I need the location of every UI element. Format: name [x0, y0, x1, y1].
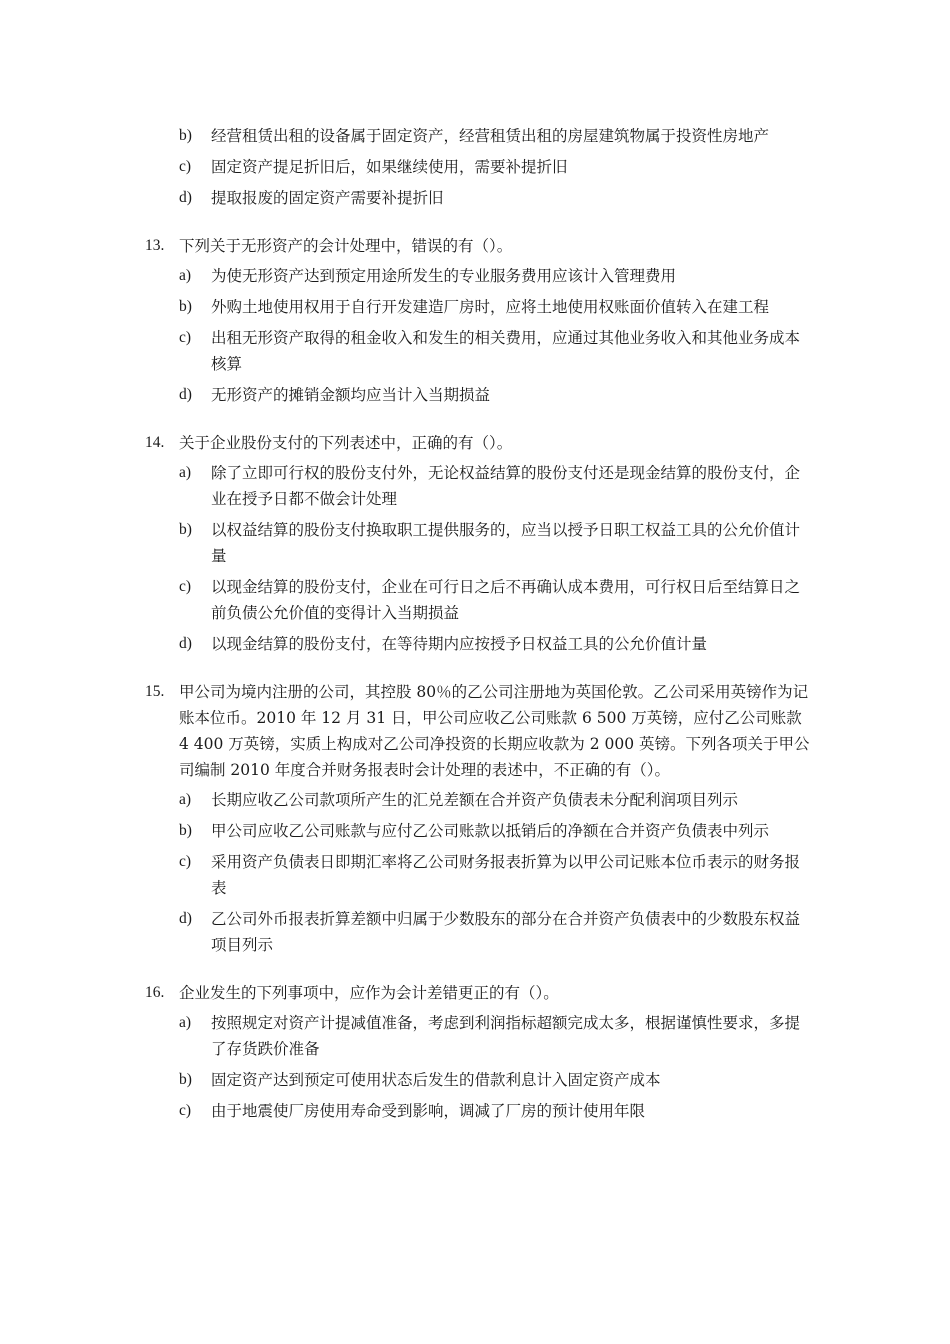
question-stem [145, 430, 815, 456]
option-item [179, 517, 815, 569]
option-item [179, 631, 815, 657]
option-item [179, 906, 815, 958]
option-text: 以权益结算的股份支付换取职工提供服务的，应当以授予日职工权益工具的公允价值计量 [211, 521, 801, 565]
option-label: c) [179, 329, 192, 346]
option-label: b) [179, 521, 192, 538]
option-list [179, 460, 815, 657]
question-stem [145, 233, 815, 259]
option-item [179, 154, 815, 180]
option-label: a) [179, 791, 192, 808]
option-item [179, 185, 815, 211]
option-label: b) [179, 822, 192, 839]
option-item [179, 1067, 815, 1093]
option-text: 无形资产的摊销金额均应当计入当期损益 [211, 386, 491, 404]
option-label: b) [179, 298, 192, 315]
option-list [179, 123, 815, 211]
option-label: c) [179, 853, 192, 870]
question-text: 关于企业股份支付的下列表述中，正确的有（）。 [179, 434, 513, 452]
option-item [179, 325, 815, 377]
option-text: 乙公司外币报表折算差额中归属于少数股东的部分在合并资产负债表中的少数股东权益项目列示 [211, 910, 801, 954]
option-item [179, 460, 815, 512]
option-item [179, 1010, 815, 1062]
option-text: 按照规定对资产计提减值准备，考虑到利润指标超额完成太多，根据谨慎性要求，多提了存货跌价准备 [211, 1014, 801, 1058]
question-12-continued [145, 123, 815, 211]
question-number: 16. [145, 984, 165, 1001]
option-text: 由于地震使厂房使用寿命受到影响，调减了厂房的预计使用年限 [211, 1102, 646, 1120]
option-text: 长期应收乙公司款项所产生的汇兑差额在合并资产负债表未分配利润项目列示 [211, 791, 739, 809]
option-text: 外购土地使用权用于自行开发建造厂房时，应将土地使用权账面价值转入在建工程 [211, 298, 770, 316]
option-item [179, 787, 815, 813]
option-text: 固定资产提足折旧后，如果继续使用，需要补提折旧 [211, 158, 568, 176]
question-text: 企业发生的下列事项中，应作为会计差错更正的有（）。 [179, 984, 559, 1002]
option-item [179, 574, 815, 626]
option-label: a) [179, 464, 192, 481]
option-text: 以现金结算的股份支付，在等待期内应按授予日权益工具的公允价值计量 [211, 635, 708, 653]
question-13 [145, 233, 815, 408]
question-stem [145, 980, 815, 1006]
option-label: d) [179, 910, 192, 927]
question-14 [145, 430, 815, 657]
option-label: b) [179, 1071, 192, 1088]
option-list [179, 1010, 815, 1124]
option-item [179, 294, 815, 320]
option-item [179, 123, 815, 149]
option-text: 为使无形资产达到预定用途所发生的专业服务费用应该计入管理费用 [211, 267, 677, 285]
option-label: c) [179, 1102, 192, 1119]
option-label: c) [179, 158, 192, 175]
question-stem [145, 679, 815, 783]
option-text: 提取报废的固定资产需要补提折旧 [211, 189, 444, 207]
option-label: d) [179, 386, 192, 403]
option-list [179, 787, 815, 958]
question-number: 14. [145, 434, 165, 451]
question-15 [145, 679, 815, 958]
option-list [179, 263, 815, 408]
option-label: a) [179, 1014, 192, 1031]
option-item [179, 818, 815, 844]
question-text: 甲公司为境内注册的公司，其控股 80％的乙公司注册地为英国伦敦。乙公司采用英镑作为记账本位币。2010 年 12 月 31 日，甲公司应收乙公司账款 6 500 万英镑，应付乙公司账款 4 400 万英镑，实质上构成对乙公司净投资的长期应收款为 2 000 英镑。下列各项关于甲公司编制 2010 年度合并财务报表时会计处理的表述中，不正确的有（）。 [179, 683, 810, 779]
question-number: 15. [145, 683, 165, 700]
question-text: 下列关于无形资产的会计处理中，错误的有（）。 [179, 237, 513, 255]
option-text: 固定资产达到预定可使用状态后发生的借款利息计入固定资产成本 [211, 1071, 661, 1089]
option-text: 出租无形资产取得的租金收入和发生的相关费用，应通过其他业务收入和其他业务成本核算 [211, 329, 801, 373]
option-item [179, 263, 815, 289]
option-text: 采用资产负债表日即期汇率将乙公司财务报表折算为以甲公司记账本位币表示的财务报表 [211, 853, 801, 897]
option-text: 经营租赁出租的设备属于固定资产，经营租赁出租的房屋建筑物属于投资性房地产 [211, 127, 770, 145]
option-label: d) [179, 635, 192, 652]
option-text: 甲公司应收乙公司账款与应付乙公司账款以抵销后的净额在合并资产负债表中列示 [211, 822, 770, 840]
option-item [179, 382, 815, 408]
option-item [179, 1098, 815, 1124]
option-text: 除了立即可行权的股份支付外，无论权益结算的股份支付还是现金结算的股份支付，企业在授予日都不做会计处理 [211, 464, 801, 508]
question-number: 13. [145, 237, 165, 254]
option-label: b) [179, 127, 192, 144]
page-content [145, 123, 815, 1146]
option-item [179, 849, 815, 901]
option-label: c) [179, 578, 192, 595]
option-text: 以现金结算的股份支付，企业在可行日之后不再确认成本费用，可行权日后至结算日之前负债公允价值的变得计入当期损益 [211, 578, 801, 622]
option-label: a) [179, 267, 192, 284]
option-label: d) [179, 189, 192, 206]
question-16 [145, 980, 815, 1124]
